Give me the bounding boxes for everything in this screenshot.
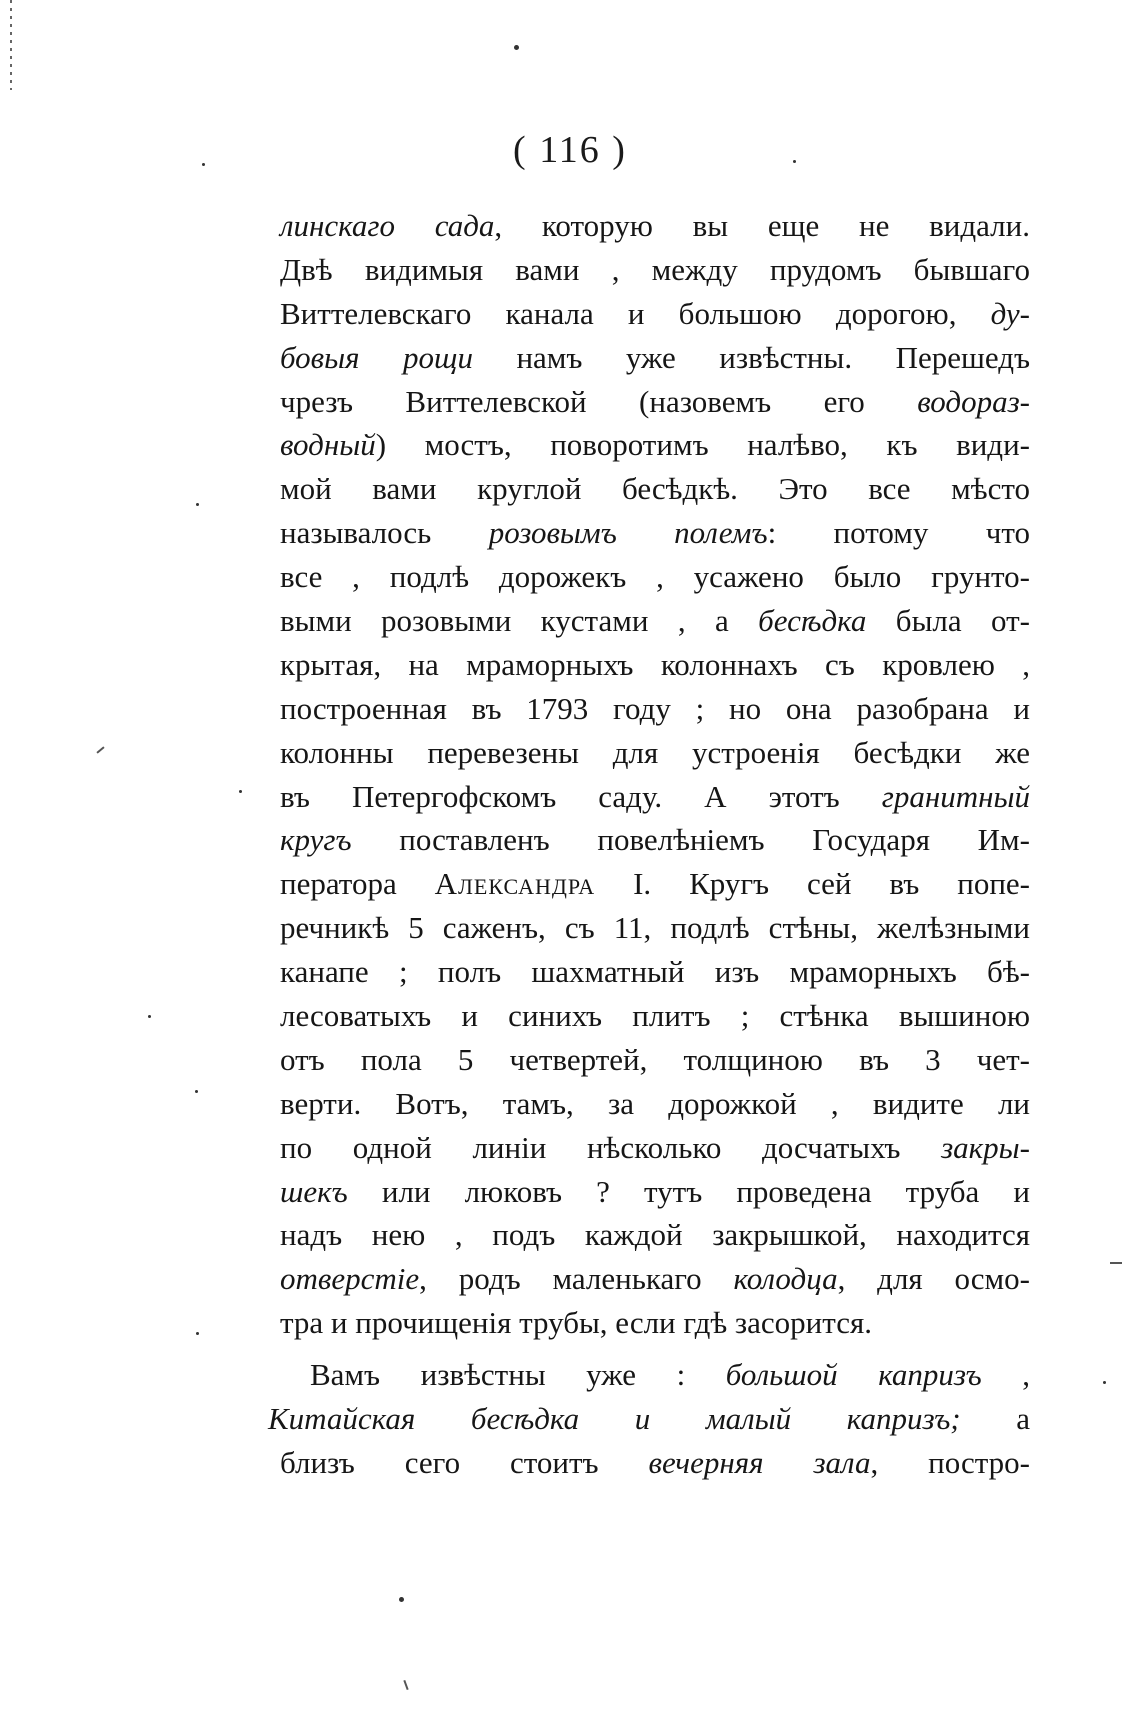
text-run: крытая, на мраморныхъ колоннахъ съ кровлею , [280, 646, 1030, 682]
text-run: или люковъ ? тутъ проведена труба и [347, 1173, 1030, 1209]
text-run: чрезъ Виттелевской (назовемъ его [280, 383, 918, 419]
text-run: отъ пола 5 четвертей, толщиною въ 3 чет- [280, 1041, 1030, 1077]
text-line [280, 994, 1030, 1038]
text-line [280, 336, 1030, 380]
scan-speck [1103, 1381, 1106, 1384]
text-line [280, 643, 1030, 687]
italic-text: бесѣдка [758, 603, 867, 639]
text-run: , постро- [870, 1444, 1030, 1480]
text-line [280, 775, 1030, 819]
scan-speck [195, 1090, 198, 1093]
italic-text: линскаго сада [280, 208, 495, 243]
scan-speck [793, 160, 796, 163]
text-run: I. Кругъ сей въ попе- [595, 866, 1030, 902]
italic-text: ду- [990, 295, 1030, 331]
text-line [280, 511, 1030, 555]
text-run: въ Петергофскомъ саду. А этотъ [280, 778, 882, 814]
text-run: тра и прочищенія трубы, если гдѣ засорится. [280, 1305, 872, 1341]
text-run: поставленъ повелѣніемъ Государя Им- [351, 822, 1030, 858]
text-run: намъ уже извѣстны. Перешедъ [472, 339, 1030, 375]
text-run: надъ нею , подъ каждой закрышкой, находится [280, 1217, 1030, 1253]
text-line [280, 380, 1030, 424]
text-run: : потому что [767, 515, 1030, 551]
italic-text: гранитный [881, 778, 1030, 814]
text-run: выми розовыми кустами , а [280, 603, 759, 639]
text-line [280, 687, 1030, 731]
text-run: Двѣ видимыя вами , между прудомъ бывшаго [280, 251, 1030, 287]
scan-speck [399, 1597, 404, 1602]
text-run: канапе ; полъ шахматный изъ мраморныхъ бѣ- [280, 954, 1030, 990]
text-line [280, 204, 1030, 248]
text-run: , которую вы еще не видали. [494, 208, 1030, 243]
text-line [280, 599, 1030, 643]
smallcaps-text: Александра [434, 866, 596, 902]
italic-text: отверстіе [280, 1261, 420, 1297]
text-run: , [981, 1357, 1031, 1393]
text-run: называлось [280, 515, 489, 551]
page-number: ( 116 ) [513, 129, 627, 171]
text-run: Виттелевскаго канала и большою дорогою, [280, 295, 991, 331]
italic-text: Китайская бесѣдка и малый капризъ; [268, 1401, 961, 1437]
scan-speck [148, 1015, 151, 1018]
text-line [268, 1397, 1030, 1441]
text-line [280, 1257, 1030, 1301]
text-line [280, 818, 1030, 862]
text-run: близъ сего стоитъ [280, 1444, 649, 1480]
italic-text: большой капризъ [725, 1357, 982, 1393]
margin-mark [10, 0, 12, 90]
body-text [268, 204, 1031, 1485]
scan-mark [1110, 1262, 1122, 1264]
italic-text: колодца [733, 1261, 838, 1297]
text-line [280, 1082, 1030, 1126]
text-line [280, 423, 1030, 467]
text-line [280, 1170, 1030, 1214]
text-line [280, 1126, 1030, 1170]
text-line [280, 862, 1030, 906]
italic-text: шекъ [280, 1173, 348, 1209]
text-run: , для осмо- [837, 1261, 1030, 1297]
text-line [280, 292, 1030, 336]
text-line [280, 555, 1030, 599]
italic-text: розовымъ полемъ [488, 515, 768, 551]
scan-speck [514, 45, 519, 50]
text-run: построенная въ 1793 году ; но она разобрана и [280, 690, 1030, 726]
text-line [280, 731, 1030, 775]
text-run: была от- [866, 603, 1030, 639]
italic-text: бовыя рощи [280, 339, 473, 375]
text-run: , родъ маленькаго [419, 1261, 734, 1297]
text-line [280, 1038, 1030, 1082]
italic-text: водораз- [917, 383, 1030, 419]
text-line [280, 1213, 1030, 1257]
text-line [280, 906, 1030, 950]
scan-mark [96, 746, 104, 753]
text-run: речникѣ 5 саженъ, съ 11, подлѣ стѣны, желѣзными [280, 910, 1030, 946]
text-line [280, 1441, 1030, 1485]
text-run: ператора [280, 866, 435, 902]
text-line [280, 1301, 1030, 1345]
italic-text: вечерняя зала [648, 1444, 871, 1480]
text-run: лесоватыхъ и синихъ плитъ ; стѣнка вышиною [280, 998, 1030, 1034]
text-run: а [960, 1401, 1030, 1437]
scan-mark [403, 1680, 408, 1690]
scan-speck [202, 163, 205, 166]
text-run: мой вами круглой бесѣдкѣ. Это все мѣсто [280, 471, 1030, 507]
text-line [280, 248, 1030, 292]
text-run: все , подлѣ дорожекъ , усажено было грунто- [280, 559, 1030, 595]
scan-speck [196, 1332, 199, 1335]
text-run: верти. Вотъ, тамъ, за дорожкой , видите ли [280, 1085, 1030, 1121]
scan-speck [239, 790, 242, 793]
italic-text: закры- [941, 1129, 1030, 1165]
italic-text: кругъ [280, 822, 352, 858]
text-run: Вамъ извѣстны уже : [310, 1357, 726, 1393]
text-run: по одной линіи нѣсколько досчатыхъ [280, 1129, 942, 1165]
text-run: колонны перевезены для устроенія бесѣдки же [280, 734, 1030, 770]
text-line [280, 1353, 1030, 1397]
italic-text: водный [280, 427, 376, 463]
text-line [280, 467, 1030, 511]
text-run: ) мостъ, поворотимъ налѣво, къ види- [375, 427, 1030, 463]
scan-speck [196, 503, 199, 506]
text-line [280, 950, 1030, 994]
